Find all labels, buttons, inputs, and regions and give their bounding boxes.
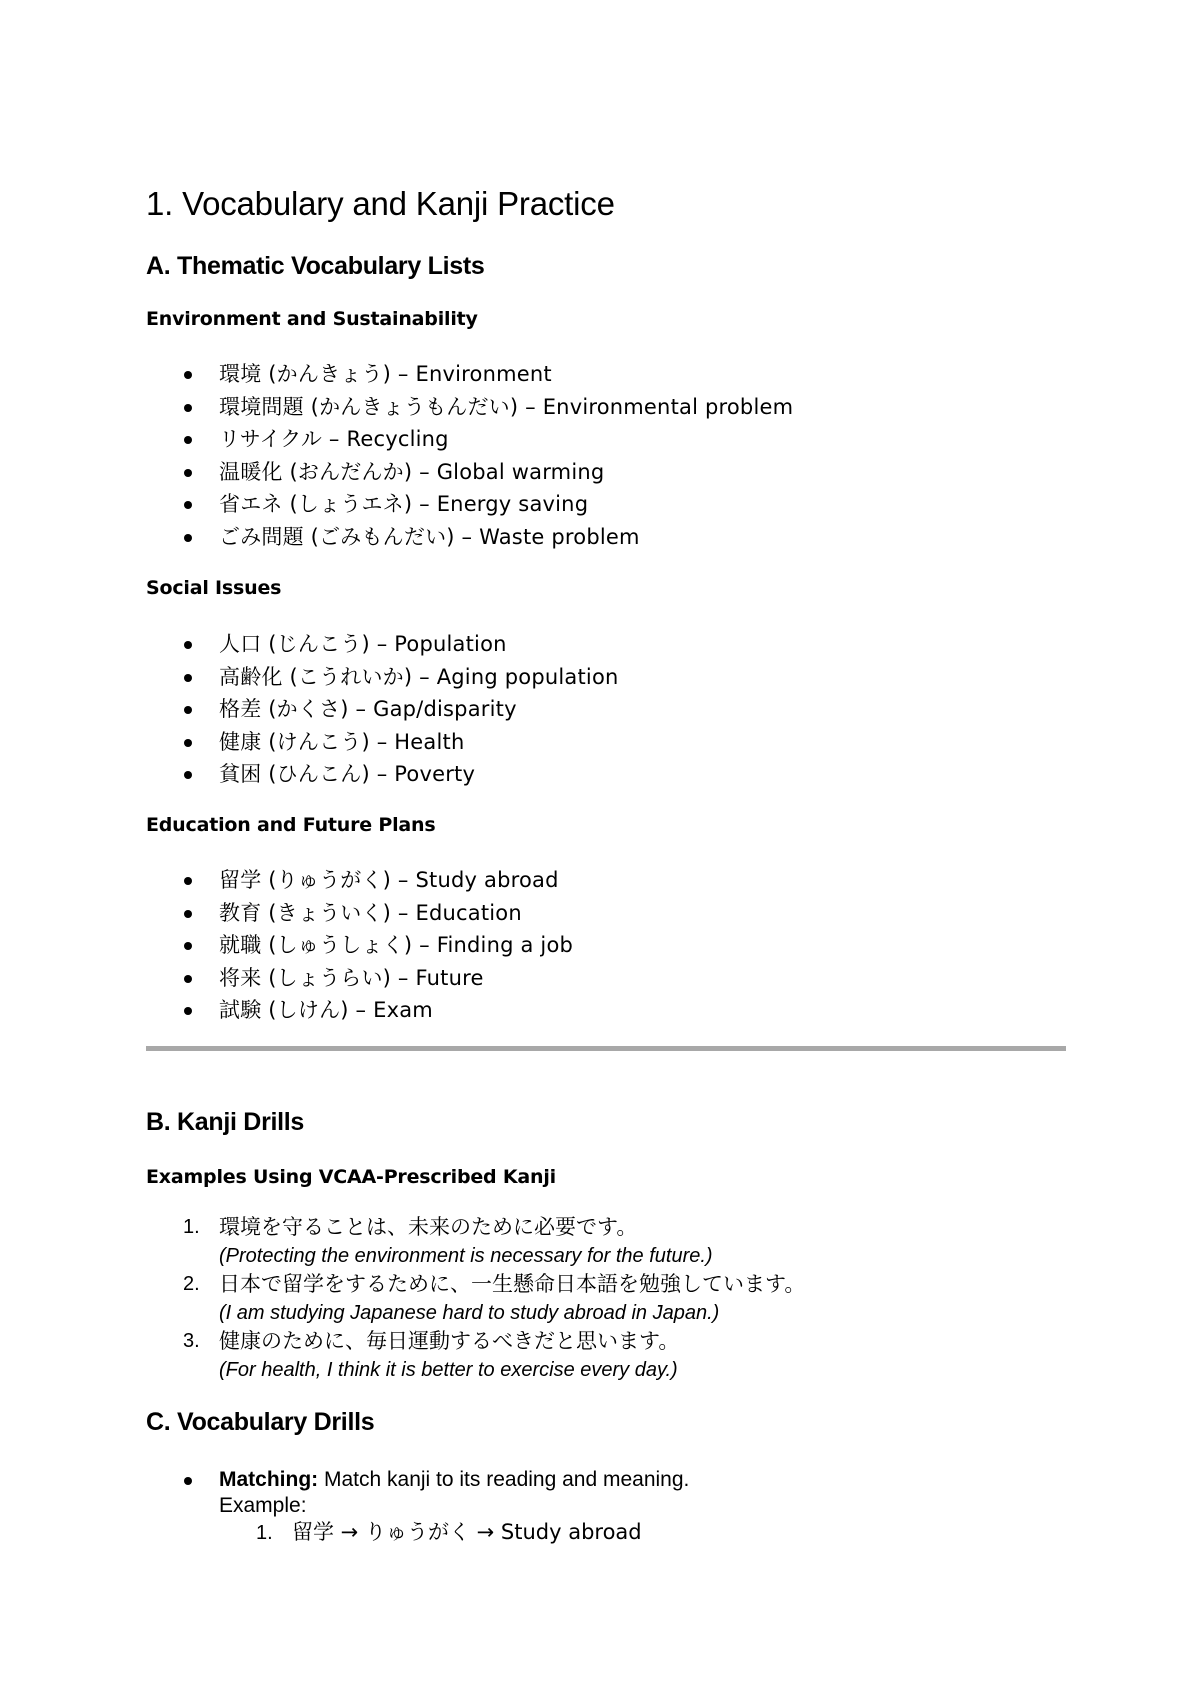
list-item [146,1213,1066,1270]
example-number: 1. [256,1522,273,1544]
group-heading-environment: Environment and Sustainability [146,308,478,330]
list-item: 温暖化 (おんだんか) – Global warming [146,456,1066,489]
example-number: 3. [183,1330,200,1352]
vocab-list-education [146,864,1066,1027]
bullet-icon [184,910,192,918]
bullet-icon [184,674,192,682]
example-number: 1. [183,1216,200,1238]
list-item: 留学 (りゅうがく) – Study abroad [146,864,1066,897]
section-a-heading: A. Thematic Vocabulary Lists [146,252,485,280]
bullet-icon [184,1477,192,1485]
vocab-list-social [146,628,1066,791]
matching-drill [146,1467,689,1519]
list-item: 環境 (かんきょう) – Environment [146,358,1066,391]
group-heading-social: Social Issues [146,577,282,599]
list-item: 健康 (けんこう) – Health [146,726,1066,759]
section-divider [146,1046,1066,1051]
section-c-heading: C. Vocabulary Drills [146,1408,375,1436]
list-item: 試験 (しけん) – Exam [146,994,1066,1027]
list-item: 高齢化 (こうれいか) – Aging population [146,661,1066,694]
page-title: 1. Vocabulary and Kanji Practice [146,185,615,222]
bullet-icon [184,771,192,779]
bullet-icon [184,371,192,379]
list-item: 環境問題 (かんきょうもんだい) – Environmental problem [146,391,1066,424]
bullet-icon [184,469,192,477]
bullet-icon [184,706,192,714]
example-number: 2. [183,1273,200,1295]
list-item: 就職 (しゅうしょく) – Finding a job [146,929,1066,962]
list-item: 貧困 (ひんこん) – Poverty [146,758,1066,791]
matching-example [256,1518,642,1547]
vocab-list-environment [146,358,1066,553]
list-item: 省エネ (しょうエネ) – Energy saving [146,488,1066,521]
example-translation: (Protecting the environment is necessary for the future.) [219,1245,713,1267]
list-item [146,1327,1066,1384]
list-item: ごみ問題 (ごみもんだい) – Waste problem [146,521,1066,554]
bullet-icon [184,739,192,747]
matching-label: Matching: [219,1468,319,1491]
example-label: Example: [219,1494,307,1517]
example-japanese: 環境を守ることは、未来のために必要です。 [219,1215,638,1239]
bullet-icon [184,975,192,983]
matching-example-text: 留学 → りゅうがく → Study abroad [292,1520,642,1544]
bullet-icon [184,877,192,885]
kanji-example-list [146,1213,1066,1384]
list-item: 将来 (しょうらい) – Future [146,962,1066,995]
bullet-icon [184,1007,192,1015]
group-heading-education: Education and Future Plans [146,814,436,836]
section-b-heading: B. Kanji Drills [146,1108,305,1136]
bullet-icon [184,436,192,444]
list-item: 格差 (かくさ) – Gap/disparity [146,693,1066,726]
list-item: リサイクル – Recycling [146,423,1066,456]
example-translation: (For health, I think it is better to exercise every day.) [219,1359,678,1381]
section-b-subheading: Examples Using VCAA-Prescribed Kanji [146,1166,556,1188]
bullet-icon [184,501,192,509]
example-translation: (I am studying Japanese hard to study abroad in Japan.) [219,1302,720,1324]
bullet-icon [184,641,192,649]
list-item [146,1270,1066,1327]
bullet-icon [184,404,192,412]
matching-text: Match kanji to its reading and meaning. [318,1468,690,1491]
list-item: 教育 (きょういく) – Education [146,897,1066,930]
bullet-icon [184,942,192,950]
example-japanese: 健康のために、毎日運動するべきだと思います。 [219,1329,680,1353]
example-japanese: 日本で留学をするために、一生懸命日本語を勉強しています。 [219,1272,806,1296]
bullet-icon [184,534,192,542]
list-item: 人口 (じんこう) – Population [146,628,1066,661]
